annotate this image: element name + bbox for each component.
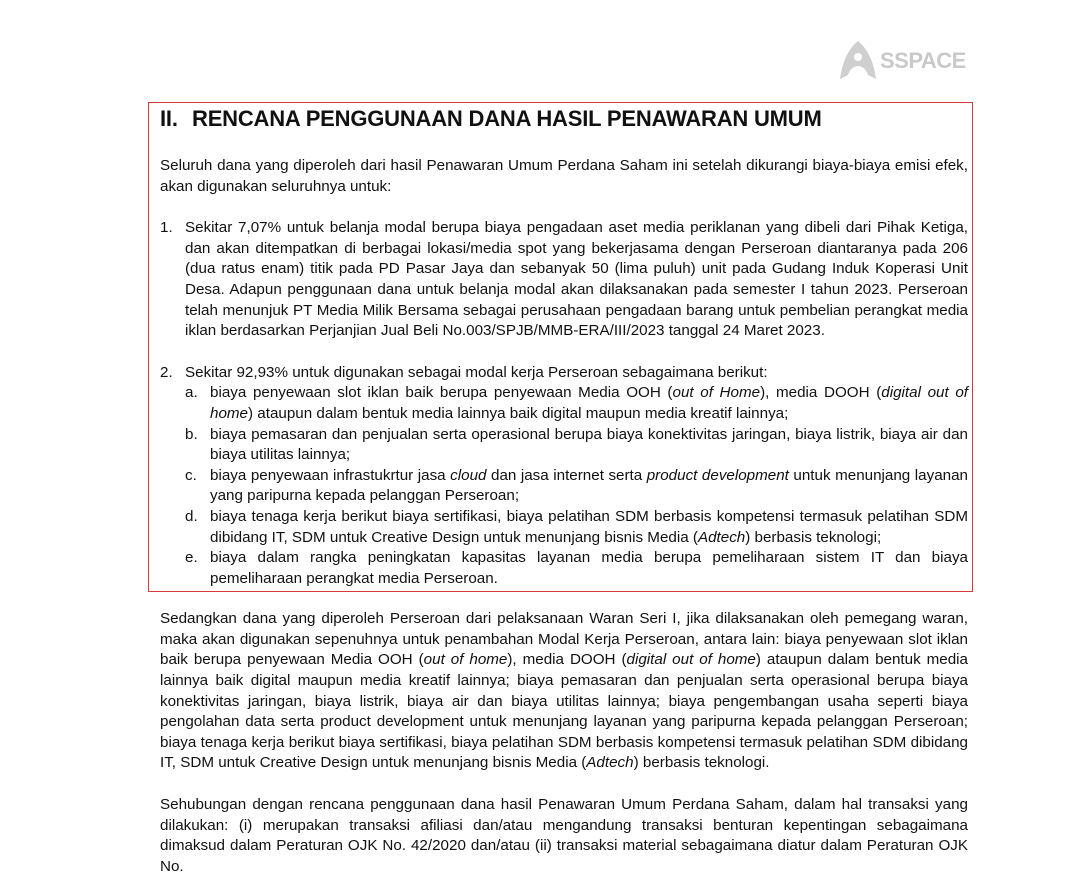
list-item-text: Sekitar 92,93% untuk digunakan sebagai modal kerja Perseroan sebagaimana berikut: [185,363,768,381]
sub-item-text: biaya penyewaan slot iklan baik berupa penyewaan Media OOH (out of Home), media DOOH (digital out of home) ataupun dalam bentuk media lainnya baik digital maupun media kreatif lainnya; [210,384,969,422]
sub-letter: a. [185,384,198,402]
section-number: II. [160,106,178,131]
sub-list [185,383,968,589]
sspace-logo [834,39,969,83]
transaction-paragraph: Sehubungan dengan rencana penggunaan dana hasil Penawaran Umum Perdana Saham, dalam hal transaksi yang dilakukan: (i) merupakan transaksi afiliasi dan/atau mengandung transaksi benturan kepentingan sebagaimana dimaksud dalam Peraturan OJK No. 42/2020 dan/atau (ii) transaksi material sebagaimana diatur dalam Peraturan OJK No. [160,796,968,875]
usage-list [160,218,968,589]
list-item-number: 2. [160,363,173,381]
list-item [160,218,968,342]
section-heading [160,104,968,134]
sub-item-text: biaya tenaga kerja berikut biaya sertifikasi, biaya pelatihan SDM berbasis kompetensi termasuk pelatihan SDM dibidang IT, SDM untuk Creative Design untuk menunjang bisnis Media (Adtech) berbasis teknologi; [210,507,968,546]
logo-text: SSPACE [880,48,966,73]
sub-item-text: biaya dalam rangka peningkatan kapasitas layanan media berupa pemeliharaan sistem IT dan biaya pemeliharaan perangkat media Perseroan. [210,549,968,587]
list-item-text: Sekitar 7,07% untuk belanja modal berupa biaya pengadaan aset media periklanan yang dibeli dari Pihak Ketiga, dan akan ditempatkan di berbagai lokasi/media spot yang bekerjasama dengan Perseroan diantaranya pada 206 (dua ratus enam) titik pada PD Pasar Jaya dan sebanyak 50 (lima puluh) unit pada Gudang Induk Koperasi Unit Desa. Adapun penggunaan dana untuk belanja modal akan dilaksanakan pada semester I tahun 2023. Perseroan telah menunjuk PT Media Milik Bersama sebagai perusahaan pengadaan barang untuk pembelian perangkat media iklan berdasarkan Perjanjian Jual Beli No.003/SPJB/MMB-ERA/III/2023 tanggal 24 Maret 2023. [185,219,968,340]
sub-list-item [185,425,968,466]
sub-list-item [185,548,968,589]
sub-item-text: biaya pemasaran dan penjualan serta operasional berupa biaya konektivitas jaringan, biaya listrik, biaya air dan biaya utilitas lainnya; [210,425,968,464]
sub-letter: d. [185,507,198,525]
sub-letter: b. [185,425,198,443]
section-title: RENCANA PENGGUNAAN DANA HASIL PENAWARAN UMUM [192,106,822,131]
sub-list-item [185,507,968,548]
list-item-number: 1. [160,219,173,237]
section-intro: Seluruh dana yang diperoleh dari hasil Penawaran Umum Perdana Saham ini setelah dikurangi biaya-biaya emisi efek, akan digunakan seluruhnya untuk: [160,157,968,195]
rocket-logo-icon [834,39,882,83]
sub-list-item [185,466,968,507]
sub-letter: c. [185,466,197,484]
sub-letter: e. [185,549,198,567]
warrant-paragraph: Sedangkan dana yang diperoleh Perseroan dari pelaksanaan Waran Seri I, jika dilaksanakan oleh pemegang waran, maka akan digunakan sepenuhnya untuk penambahan Modal Kerja Perseroan, antara lain: biaya penyewaan slot iklan baik berupa penyewaan Media OOH (out of home), media DOOH (digital out of home) ataupun dalam bentuk media lainnya baik digital maupun media kreatif lainnya; biaya pemasaran dan penjualan serta operasional berupa biaya konektivitas jaringan, biaya listrik, biaya air dan biaya utilitas lainnya; biaya pengembangan usaha seperti biaya pengolahan data serta product development untuk menunjang layanan yang paripurna kepada pelanggan Perseroan; biaya tenaga kerja berikut biaya sertifikasi, biaya pelatihan SDM berbasis kompetensi termasuk pelatihan SDM dibidang IT, SDM untuk Creative Design untuk menunjang bisnis Media (Adtech) berbasis teknologi. [160,610,969,772]
list-item [160,363,968,590]
document-body [160,104,968,877]
sub-list-item [185,383,968,424]
sub-item-text: biaya penyewaan infrastukrtur jasa cloud dan jasa internet serta product development untuk menunjang layanan yang paripurna kepada pelanggan Perseroan; [210,466,968,505]
